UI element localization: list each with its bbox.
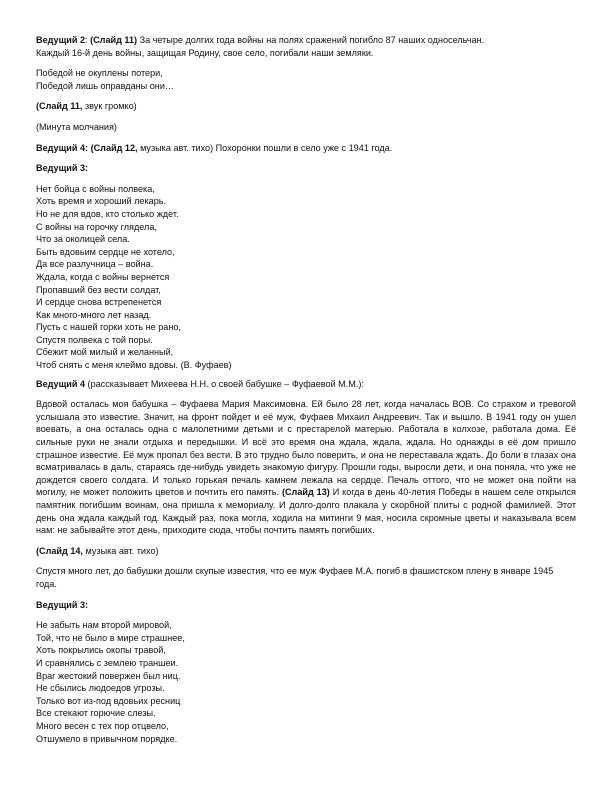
paragraph-text: (рассказывает Михеева Н.Н. о своей бабушке – Фуфаевой М.М.): [85,378,364,389]
speaker-heading: Ведущий 3: [36,163,89,174]
paragraph-text: Вдовой осталась моя бабушка – Фуфаева Мария Максимовна. Ей было 28 лет, когда началась ВОВ. Со страхом и тревогой услышала это известие. Значит, на фронт пойдет и её муж, Фуфаев Михаил Андреевич. Так и вышло. В 1941 году он ушел воевать, а она осталась одна с малолетними детьми и с престарелой матерью. Работала в колхозе, работала дома. Её сильные руки не знали отдыха и передышки. И всё это время она ждала, ждала, ждала. Но однажды в её дом пришло страшное известие. Её муж пропал без вести. В это трудно было поверить, и она не переставала ждать. До боли в глазах она всматривалась в даль, стараясь где-нибудь увидеть знакомую фигуру. Прошли годы, выросли дети, и она поняла, что уже не дождется своего солдата. И только горькая печаль камнем лежала на сердце. Печаль оттого, что не может она пойти на могилу, не может положить цветов и почтить его память. [36,399,576,498]
speaker-label: Ведущий 4: [36,142,89,153]
paragraph-presenter-4 [36,142,576,155]
verse-line: Но не для вдов, кто столько ждет. [36,208,179,219]
verse-line: Не сбылись людоедов угрозы. [36,683,165,694]
poem-second-world-war [36,619,576,745]
verse-line: Отшумело в привычном порядке. [36,733,178,744]
slide-label: (Слайд 11, [36,101,83,112]
slide-label: (Слайд 11) [90,35,138,45]
direction-text: музыка авт. тихо) [82,545,159,556]
verse-line: Чтоб снять с меня клеймо вдовы. (В. Фуфаев) [36,360,232,371]
verse-line: Победой лишь оправданы они… [36,80,175,91]
speaker-label: Ведущий 2 [36,35,86,45]
verse-line: Что за околицей села. [36,234,130,245]
speaker-heading: Ведущий 3: [36,599,89,610]
speaker-label: Ведущий 4 [36,378,86,389]
verse-line: Нет бойца с войны полвека, [36,183,155,194]
stage-direction-silence: (Минута молчания) [36,121,117,132]
verse-line: И сравнялись с землею траншеи. [36,657,179,668]
paragraph-text: музыка авт. тихо) Похоронки пошли в село уже с 1941 года. [137,142,393,153]
paragraph-text: Каждый 16-й день войны, защищая Родину, свое село, погибали наши земляки. [36,47,374,58]
verse-line: Ждала, когда с войны вернется [36,271,170,282]
story-paragraph-ending: Спустя много лет, до бабушки дошли скупые известия, что ее муж Фуфаев М.А. погиб в фашистском плену в январе 1945 года. [36,566,554,589]
verse-line: И сердце снова встрепенется [36,297,162,308]
verse-line: Пропавший без вести солдат, [36,284,161,295]
verse-line: Враг жестокий повержен был ниц. [36,670,181,681]
verse-line: Не забыть нам второй мировой, [36,620,172,631]
paragraph-text: За четыре долгих года войны на полях сражений погибло 87 наших односельчан. [137,35,485,45]
verse-line: Той, что не было в мире страшнее, [36,632,185,643]
stage-direction-slide-14 [36,545,576,558]
paragraph-presenter-2: Ведущий 2: (Слайд 11) За четыре долгих года войны на полях сражений погибло 87 наших односельчан. Каждый 16-й день войны, защищая Родину, свое село, погибали наши земляки. [36,35,485,58]
verse-line: Да все разлучница – война. [36,259,154,270]
verse-line: Пусть с нашей горки хоть не рано, [36,322,181,333]
verse-line: Много весен с тех пор отцвело, [36,720,169,731]
verse-line: Победой не окуплены потери, [36,68,163,79]
verse-short [36,67,576,92]
stage-direction-slide-11 [36,100,576,113]
verse-line: Хоть покрылись окопы травой, [36,645,166,656]
verse-line: Хоть время и хороший лекарь. [36,196,167,207]
direction-text: звук громко) [82,101,137,112]
slide-label: (Слайд 13) [281,487,330,498]
slide-label: (Слайд 12, [90,142,138,153]
verse-line: С войны на горочку глядела, [36,221,157,232]
verse-line: Сбежит мой милый и желанный, [36,347,174,358]
verse-line: Быть вдовьим сердце не хотело, [36,246,175,257]
poem-widow [36,183,576,372]
slide-label: (Слайд 14, [36,545,83,556]
verse-line: Спустя полвека с той поры. [36,334,153,345]
story-paragraph [36,398,576,537]
verse-line: Только вот из-под вдовьих ресниц [36,695,181,706]
paragraph-text: И когда в день 40-летия Победы в нашем селе открылся памятник погибшим воинам, она пришла к мемориалу. И долго-долго плакала у скорбной плиты с родной фамилией. Этот день она ждала каждый год. Каждый раз, пока могла, ходила на митинги 9 мая, носила скромные цветы и наказывала всем нам: не забывайте этот день, приходите сюда, чтобы почтить память погибших. [36,487,576,536]
verse-line: Как много-много лет назад. [36,309,152,320]
paragraph-presenter-4-story [36,378,576,391]
verse-line: Все стекают горючие слезы. [36,708,156,719]
